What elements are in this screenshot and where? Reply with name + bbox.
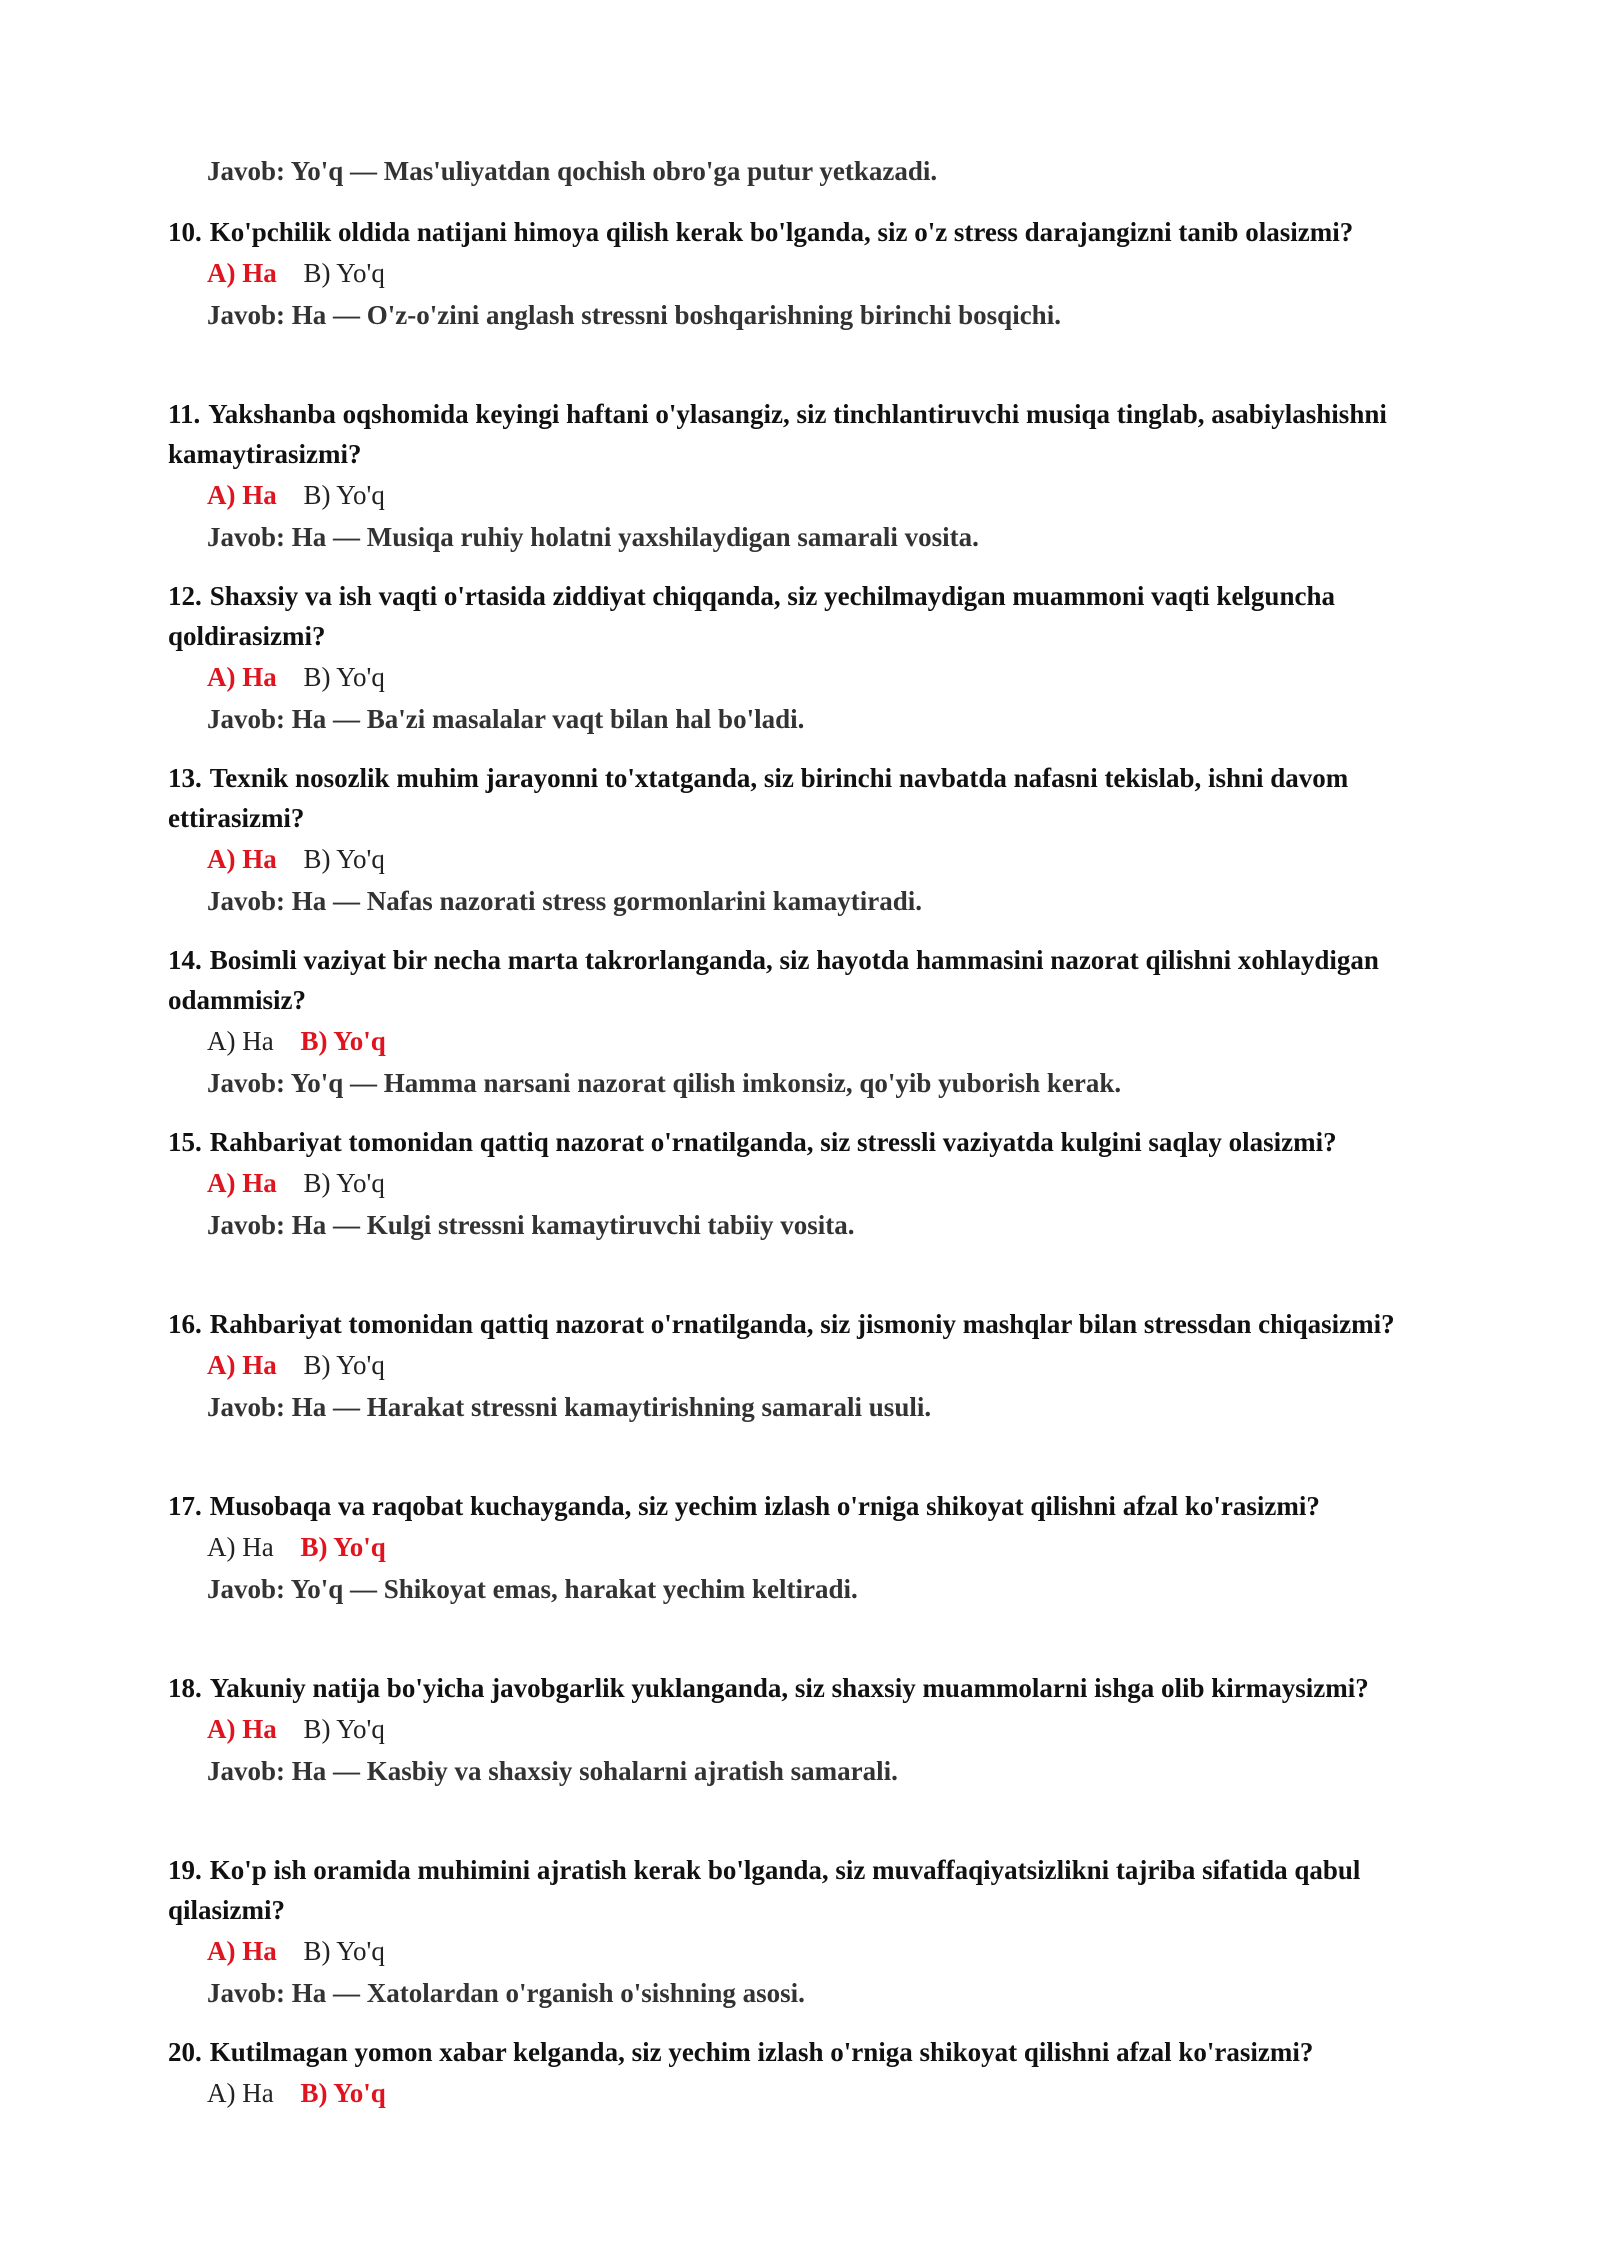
question-item-15	[168, 1122, 1458, 1246]
question-text	[168, 940, 1458, 1020]
question-number: 11.	[168, 399, 201, 429]
question-text	[168, 1304, 1458, 1344]
question-number: 17.	[168, 1491, 202, 1521]
question-text	[168, 394, 1458, 474]
option-b[interactable]: B) Yo'q	[303, 1350, 385, 1380]
option-b[interactable]: B) Yo'q	[303, 1936, 385, 1966]
question-number: 15.	[168, 1127, 202, 1157]
question-item-19	[168, 1850, 1458, 2014]
option-b[interactable]: B) Yo'q	[303, 1168, 385, 1198]
question-text	[168, 1486, 1458, 1526]
question-item-17	[168, 1486, 1458, 1610]
question-text	[168, 1668, 1458, 1708]
option-a[interactable]: A) Ha	[207, 1168, 277, 1198]
answer-explanation: Javob: Ha — O'z-o'zini anglash stressni boshqarishning birinchi bosqichi.	[207, 300, 1061, 330]
option-a[interactable]: A) Ha	[207, 258, 277, 288]
option-a[interactable]: A) Ha	[207, 480, 277, 510]
answer-options	[207, 1344, 1458, 1386]
question-number: 18.	[168, 1673, 202, 1703]
question-body: Ko'pchilik oldida natijani himoya qilish kerak bo'lganda, siz o'z stress darajangizni tanib olasizmi?	[209, 217, 1354, 247]
option-b[interactable]: B) Yo'q	[303, 258, 385, 288]
option-a[interactable]: A) Ha	[207, 1026, 274, 1056]
option-a[interactable]: A) Ha	[207, 844, 277, 874]
question-body: Shaxsiy va ish vaqti o'rtasida ziddiyat chiqqanda, siz yechilmaydigan muammoni vaqti kelguncha qoldirasizmi?	[168, 581, 1335, 651]
answer-options	[207, 838, 1458, 880]
option-b[interactable]: B) Yo'q	[303, 662, 385, 692]
option-b[interactable]: B) Yo'q	[303, 1714, 385, 1744]
question-text	[168, 2032, 1458, 2072]
question-item-20	[168, 2032, 1458, 2114]
option-b[interactable]: B) Yo'q	[300, 1532, 386, 1562]
question-item-11	[168, 394, 1458, 558]
question-body: Musobaqa va raqobat kuchayganda, siz yechim izlash o'rniga shikoyat qilishni afzal ko'rasizmi?	[209, 1491, 1320, 1521]
question-item-12	[168, 576, 1458, 740]
answer-options	[207, 1162, 1458, 1204]
question-body: Yakshanba oqshomida keyingi haftani o'ylasangiz, siz tinchlantiruvchi musiqa tinglab, asabiylashishni kamaytirasizmi?	[168, 399, 1387, 469]
answer-explanation: Javob: Ha — Kulgi stressni kamaytiruvchi tabiiy vosita.	[207, 1210, 855, 1240]
question-number: 12.	[168, 581, 202, 611]
question-text	[168, 576, 1458, 656]
option-b[interactable]: B) Yo'q	[303, 480, 385, 510]
answer-options	[207, 1526, 1458, 1568]
answer-options	[207, 656, 1458, 698]
question-body: Bosimli vaziyat bir necha marta takrorlanganda, siz hayotda hammasini nazorat qilishni xohlaydigan odammisiz?	[168, 945, 1379, 1015]
option-a[interactable]: A) Ha	[207, 1714, 277, 1744]
question-number: 14.	[168, 945, 202, 975]
question-body: Kutilmagan yomon xabar kelganda, siz yechim izlash o'rniga shikoyat qilishni afzal ko'rasizmi?	[209, 2037, 1314, 2067]
answer-explanation: Javob: Ha — Musiqa ruhiy holatni yaxshilaydigan samarali vosita.	[207, 522, 979, 552]
question-text	[168, 1850, 1458, 1930]
answer-explanation: Javob: Ha — Harakat stressni kamaytirishning samarali usuli.	[207, 1392, 932, 1422]
question-number: 16.	[168, 1309, 202, 1339]
question-item-14	[168, 940, 1458, 1104]
answer-options	[207, 1930, 1458, 1972]
answer-explanation: Javob: Ha — Kasbiy va shaxsiy sohalarni ajratish samarali.	[207, 1756, 898, 1786]
answer-options	[207, 2072, 1458, 2114]
option-b[interactable]: B) Yo'q	[300, 2078, 386, 2108]
question-number: 10.	[168, 217, 202, 247]
option-a[interactable]: A) Ha	[207, 1936, 277, 1966]
question-number: 20.	[168, 2037, 202, 2067]
answer-explanation: Javob: Yo'q — Shikoyat emas, harakat yechim keltiradi.	[207, 1574, 858, 1604]
answer-options	[207, 252, 1458, 294]
question-item-16	[168, 1304, 1458, 1428]
answer-explanation-q9: Javob: Yo'q — Mas'uliyatdan qochish obro'ga putur yetkazadi.	[207, 156, 938, 186]
question-body: Rahbariyat tomonidan qattiq nazorat o'rnatilganda, siz jismoniy mashqlar bilan stressdan chiqasizmi?	[209, 1309, 1395, 1339]
answer-explanation: Javob: Ha — Xatolardan o'rganish o'sishning asosi.	[207, 1978, 805, 2008]
option-b[interactable]: B) Yo'q	[300, 1026, 386, 1056]
option-a[interactable]: A) Ha	[207, 662, 277, 692]
answer-explanation: Javob: Ha — Nafas nazorati stress gormonlarini kamaytiradi.	[207, 886, 922, 916]
option-a[interactable]: A) Ha	[207, 2078, 274, 2108]
question-item-18	[168, 1668, 1458, 1792]
question-item-10	[168, 212, 1458, 336]
question-body: Yakuniy natija bo'yicha javobgarlik yuklanganda, siz shaxsiy muammolarni ishga olib kirmaysizmi?	[209, 1673, 1369, 1703]
option-b[interactable]: B) Yo'q	[303, 844, 385, 874]
option-a[interactable]: A) Ha	[207, 1350, 277, 1380]
question-body: Rahbariyat tomonidan qattiq nazorat o'rnatilganda, siz stressli vaziyatda kulgini saqlay olasizmi?	[209, 1127, 1337, 1157]
question-text	[168, 212, 1458, 252]
question-body: Ko'p ish oramida muhimini ajratish kerak bo'lganda, siz muvaffaqiyatsizlikni tajriba sifatida qabul qilasizmi?	[168, 1855, 1361, 1925]
question-item-13	[168, 758, 1458, 922]
answer-explanation: Javob: Ha — Ba'zi masalalar vaqt bilan hal bo'ladi.	[207, 704, 805, 734]
question-text	[168, 1122, 1458, 1162]
answer-options	[207, 1020, 1458, 1062]
question-number: 13.	[168, 763, 202, 793]
answer-options	[207, 474, 1458, 516]
question-text	[168, 758, 1458, 838]
question-number: 19.	[168, 1855, 202, 1885]
question-body: Texnik nosozlik muhim jarayonni to'xtatganda, siz birinchi navbatda nafasni tekislab, ishni davom ettirasizmi?	[168, 763, 1349, 833]
answer-explanation: Javob: Yo'q — Hamma narsani nazorat qilish imkonsiz, qo'yib yuborish kerak.	[207, 1068, 1122, 1098]
answer-options	[207, 1708, 1458, 1750]
option-a[interactable]: A) Ha	[207, 1532, 274, 1562]
